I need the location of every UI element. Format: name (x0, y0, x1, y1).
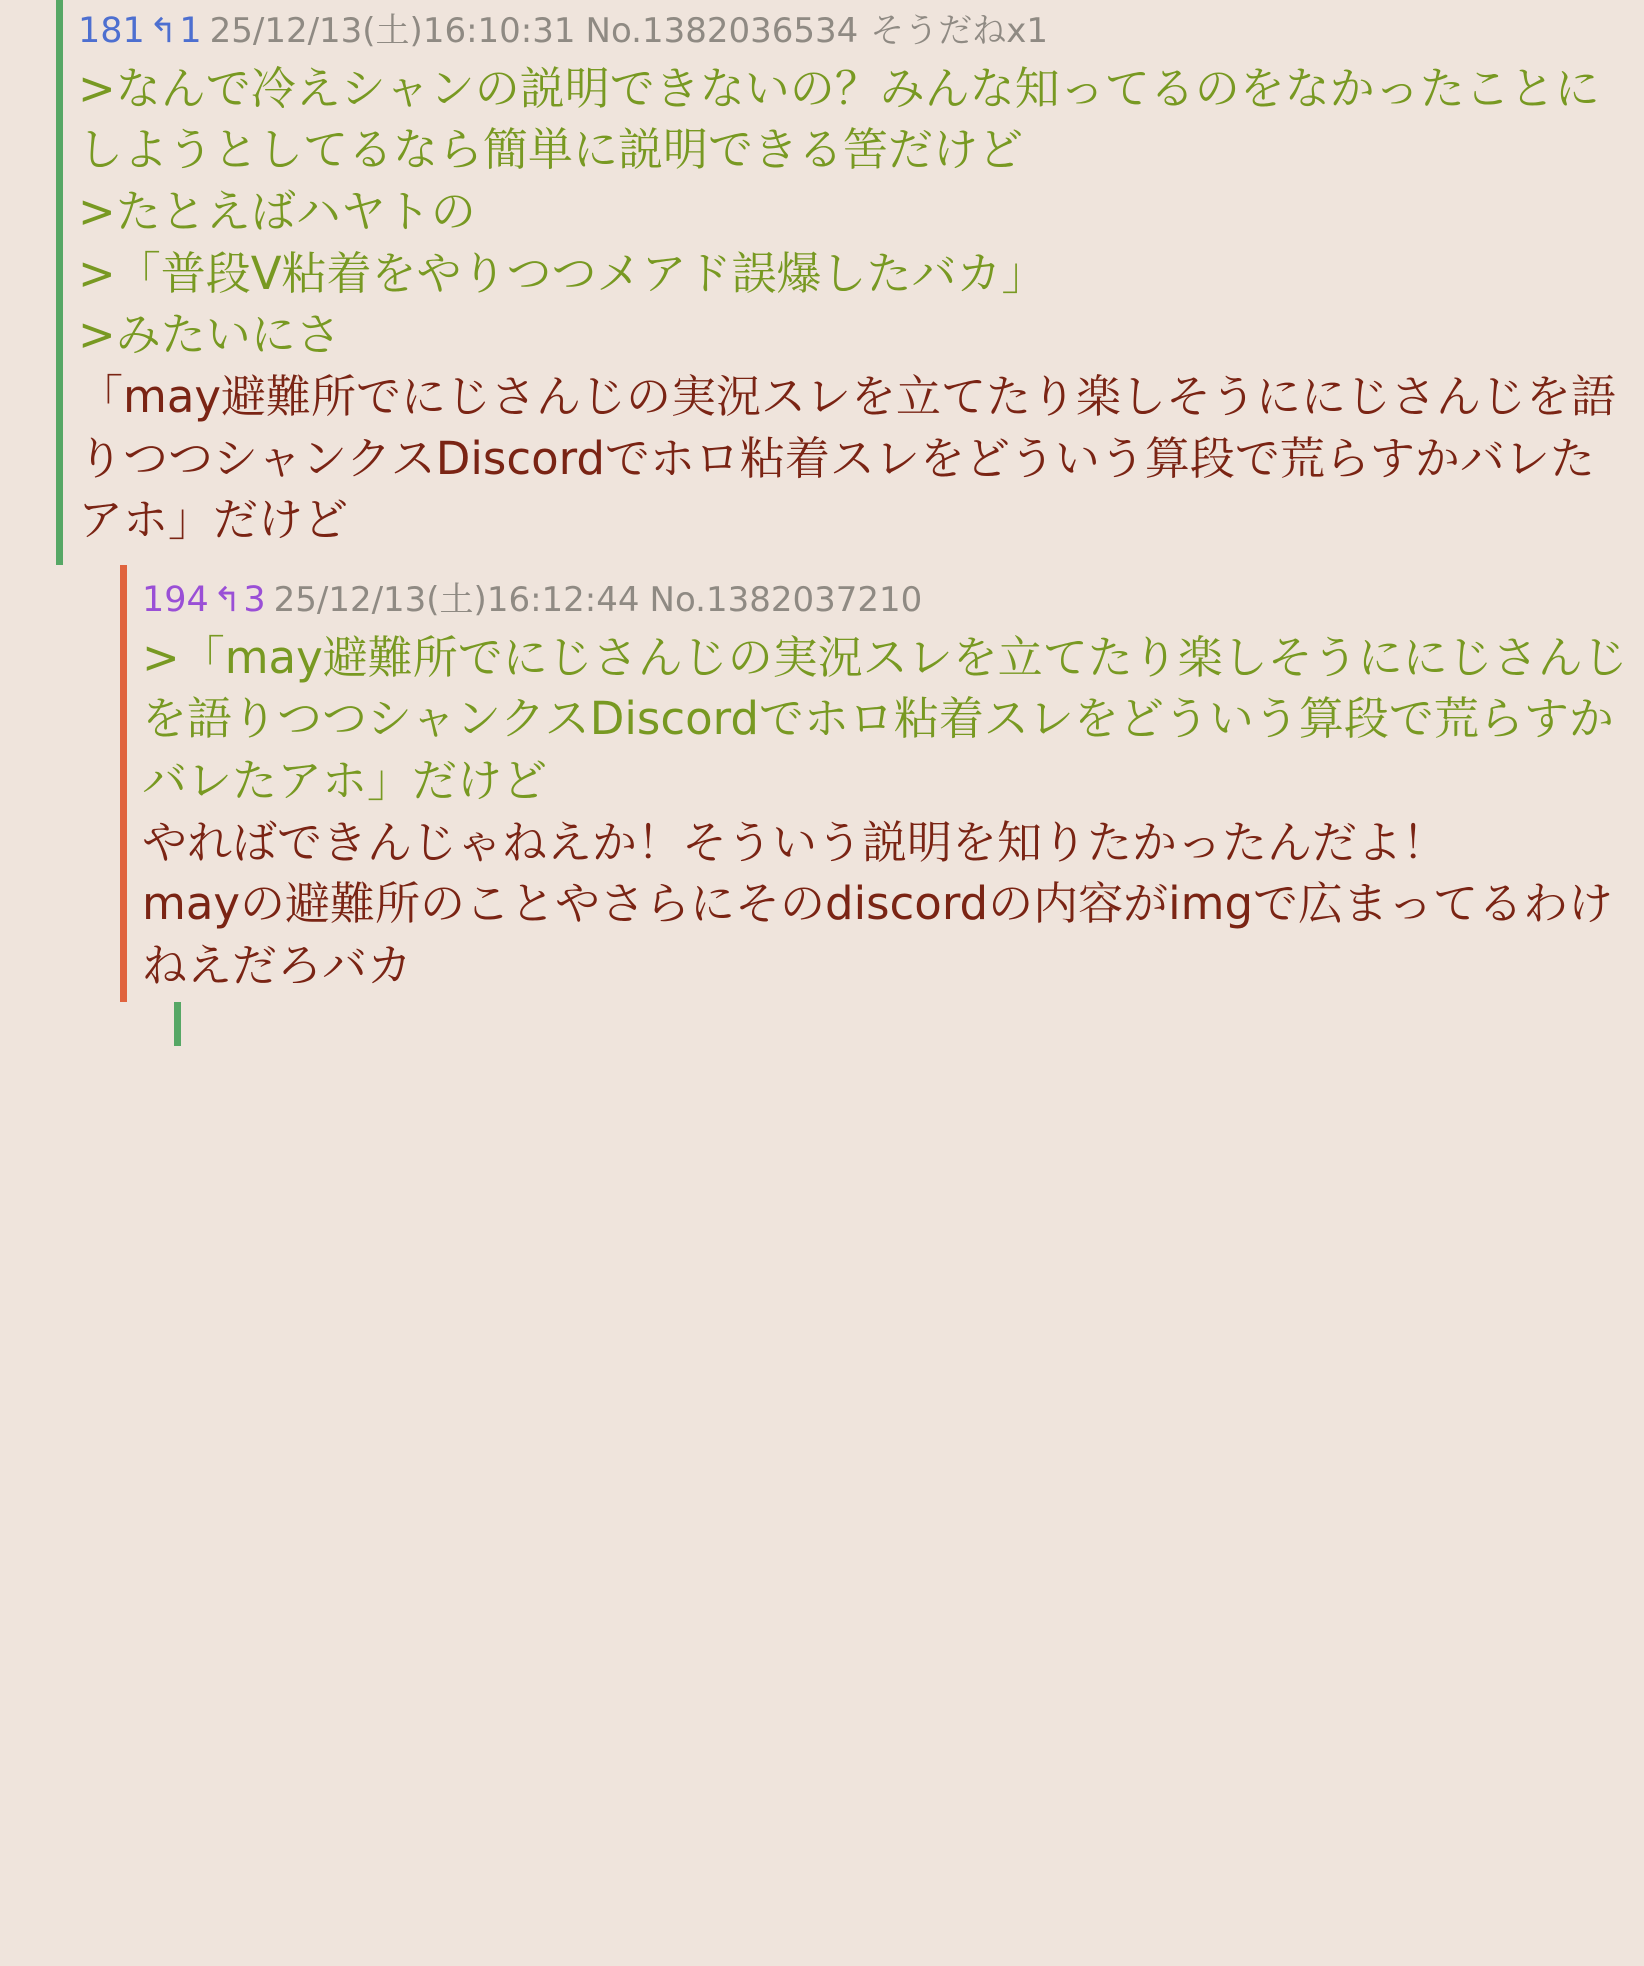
post-text (142, 627, 1644, 997)
body-line: 「may避難所でにじさんじの実況スレを立てたり楽しそうににじさんじを語りつつシャンクスDiscordでホロ粘着スレをどういう算段で荒らすかバレたアホ」だけど (78, 369, 1617, 547)
body-line: mayの避難所のことやさらにそのdiscordの内容がimgで広まってるわけねえだろバカ (142, 877, 1614, 992)
quote-line: >たとえばハヤトの (78, 185, 476, 239)
post-header (78, 10, 1644, 58)
post-194 (120, 565, 1644, 1003)
reply-arrow-icon[interactable]: ↰ (212, 579, 242, 620)
post-number[interactable]: 181 (78, 11, 145, 51)
quote-line: >「may避難所でにじさんじの実況スレを立てたり楽しそうににじさんじを語りつつシャンクスDiscordでホロ粘着スレをどういう算段で荒らすかバレたアホ」だけど (142, 630, 1628, 807)
reply-arrow-icon[interactable]: ↰ (148, 11, 178, 51)
soudane-count[interactable]: そうだねx1 (870, 11, 1049, 51)
post-number[interactable]: 194 (142, 579, 209, 620)
reply-count[interactable]: 1 (179, 11, 202, 51)
post-accent-bar (56, 0, 63, 565)
body-line: やればできんじゃねえか！そういう説明を知りたかったんだよ！ (142, 815, 1448, 869)
post-res-no[interactable]: No.1382036534 (585, 11, 859, 51)
post-accent-bar (120, 565, 127, 1003)
post-body (56, 10, 1644, 551)
post-next-partial (174, 1002, 1644, 1046)
post-accent-bar (174, 1002, 181, 1046)
post-181 (56, 0, 1644, 565)
quote-line: >なんで冷えシャンの説明できないの？みんな知ってるのをなかったことにしようとしてるなら簡単に説明できる筈だけど (78, 61, 1600, 177)
post-body (120, 579, 1644, 997)
reply-count[interactable]: 3 (243, 579, 266, 620)
post-res-no[interactable]: No.1382037210 (649, 579, 923, 620)
post-date: 25/12/13(土)16:10:31 (209, 11, 576, 51)
post-date: 25/12/13(土)16:12:44 (273, 579, 640, 620)
post-header (142, 579, 1644, 627)
post-text (78, 58, 1644, 551)
quote-line: >みたいにさ (78, 308, 341, 362)
quote-line: >「普段V粘着をやりつつメアド誤爆したバカ」 (78, 246, 1047, 300)
